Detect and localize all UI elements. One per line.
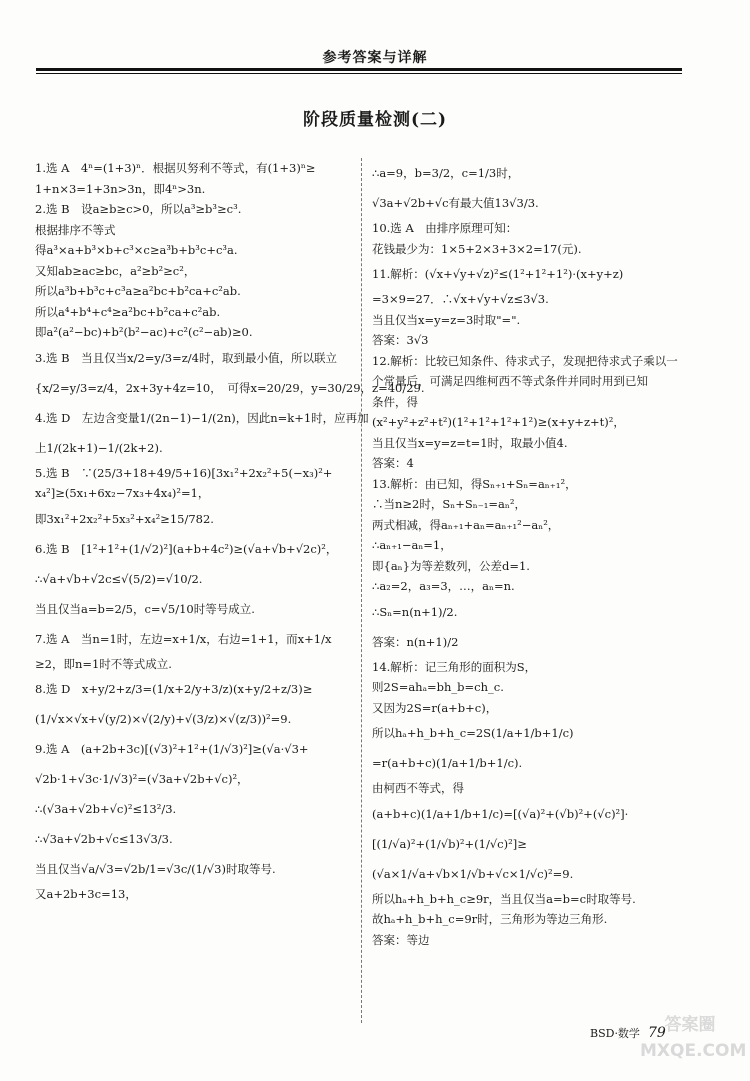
text-line: 6.选 B [1²+1²+(1/√2)²](a+b+4c²)≥(√a+√b+√2c)²， — [35, 541, 338, 556]
text-line: (√a×1/√a+√b×1/√b+√c×1/√c)²=9. — [372, 866, 574, 881]
text-line: 条件，得 — [372, 394, 418, 409]
column-divider — [361, 158, 362, 1023]
text-line: 当且仅当x=y=z=3时取"=". — [372, 312, 521, 327]
right-column — [372, 158, 684, 950]
text-line: 上1/(2k+1)−1/(2k+2). — [35, 440, 163, 455]
text-line: 当且仅当a=b=2/5，c=√5/10时等号成立. — [35, 601, 255, 616]
text-line: 12.解析：比较已知条件、待求式子，发现把待求式子乘以一 — [372, 353, 678, 368]
text-line: 11.解析：(√x+√y+√z)²≤(1²+1²+1²)·(x+y+z) — [372, 267, 624, 281]
text-line: ∴√a+√b+√2c≤√(5/2)=√10/2. — [35, 571, 203, 586]
text-line: 即{aₙ}为等差数列，公差d=1. — [372, 558, 530, 573]
text-line: ∴当n≥2时，Sₙ+Sₙ₋₁=aₙ²， — [372, 497, 526, 511]
text-line: 所以a⁴+b⁴+c⁴≥a²bc+b²ca+c²ab. — [35, 304, 221, 319]
text-line: 即a²(a²−bc)+b²(b²−ac)+c²(c²−ab)≥0. — [35, 325, 253, 339]
text-line: (1/√x×√x+√(y/2)×√(2/y)+√(3/z)×√(z/3))²=9. — [35, 712, 292, 726]
text-line: 得a³×a+b³×b+c³×c≥a³b+b³c+c³a. — [35, 243, 238, 257]
text-line: 当且仅当x=y=z=t=1时，取最小值4. — [372, 435, 568, 450]
text-line: 答案：3√3 — [372, 333, 429, 347]
text-line: 2.选 B 设a≥b≥c>0，所以a³≥b³≥c³. — [35, 202, 242, 216]
text-line: 根据排序不等式 — [35, 222, 116, 237]
text-line: 13.解析：由已知，得Sₙ₊₁+Sₙ=aₙ₊₁²， — [372, 476, 577, 491]
text-line: 4.选 D 左边含变量1/(2n−1)−1/(2n)，因此n=k+1时，应再加 — [35, 410, 369, 425]
text-line: ∴aₙ₊₁−aₙ=1， — [372, 538, 452, 552]
text-line: 所以a³b+b³c+c³a≥a²bc+b²ca+c²ab. — [35, 284, 241, 298]
text-line: 14.解析：记三角形的面积为S， — [372, 659, 537, 674]
watermark-text-2: MXQE.COM — [640, 1041, 747, 1061]
text-line: (a+b+c)(1/a+1/b+1/c)=[(√a)²+(√b)²+(√c)²]· — [372, 806, 629, 821]
header-rule-thin — [36, 73, 682, 74]
text-line: 1+n×3=1+3n>3n，即4ⁿ>3n. — [35, 181, 206, 196]
header-rule — [36, 68, 682, 71]
text-line: 两式相减，得aₙ₊₁+aₙ=aₙ₊₁²−aₙ²， — [372, 517, 560, 532]
text-line: 7.选 A 当n=1时，左边=x+1/x，右边=1+1，而x+1/x — [35, 631, 332, 646]
text-line: [(1/√a)²+(1/√b)²+(1/√c)²]≥ — [372, 836, 527, 851]
text-line: 所以hₐ+h_b+h_c≥9r，当且仅当a=b=c时取等号. — [372, 891, 636, 906]
text-line: 又知ab≥ac≥bc，a²≥b²≥c²， — [35, 263, 196, 278]
text-line: 又a+2b+3c=13， — [35, 887, 137, 901]
section-title: 阶段质量检测(二) — [302, 110, 448, 130]
text-line: ∴a₂=2，a₃=3，…，aₙ=n. — [372, 579, 515, 593]
watermark-text-1: 答案圈 — [664, 1015, 716, 1035]
text-line: √3a+√2b+√c有最大值13√3/3. — [372, 196, 539, 210]
text-line: ∴√3a+√2b+√c≤13√3/3. — [35, 832, 173, 846]
text-line: √2b·1+√3c·1/√3)²=(√3a+√2b+√c)²， — [35, 772, 249, 786]
page-number: 79 — [647, 1025, 666, 1041]
text-line: 5.选 B ∵(25/3+18+49/5+16)[3x₁²+2x₂²+5(−x₃)²+ — [35, 465, 333, 480]
text-line: ∴a=9，b=3/2，c=1/3时， — [372, 166, 520, 180]
watermark-logo — [640, 1012, 747, 1072]
text-line: 当且仅当√a/√3=√2b/1=√3c/(1/√3)时取等号. — [35, 862, 276, 876]
text-line: 答案：等边 — [372, 932, 430, 947]
footer-label: BSD·数学 — [590, 1027, 640, 1040]
text-line: 8.选 D x+y/2+z/3=(1/x+2/y+3/z)(x+y/2+z/3)≥ — [35, 682, 313, 696]
text-line: 即3x₁²+2x₂²+5x₃²+x₄²≥15/782. — [35, 511, 214, 526]
text-line: 由柯西不等式，得 — [372, 781, 464, 795]
text-line: ∴(√3a+√2b+√c)²≤13²/3. — [35, 802, 177, 816]
text-line: 3.选 B 当且仅当x/2=y/3=z/4时，取到最小值，所以联立 — [35, 350, 337, 365]
text-line: x₄²]≥(5x₁+6x₂−7x₃+4x₄)²=1， — [35, 486, 210, 500]
text-line: (x²+y²+z²+t²)(1²+1²+1²+1²)≥(x+y+z+t)²， — [372, 415, 625, 429]
text-line: 则2S=ahₐ=bh_b=ch_c. — [372, 680, 504, 694]
text-line: 答案：4 — [372, 456, 414, 470]
text-line: 花钱最少为：1×5+2×3+3×2=17(元). — [372, 241, 582, 256]
text-line: =r(a+b+c)(1/a+1/b+1/c). — [372, 756, 523, 770]
text-line: 故hₐ+h_b+h_c=9r时，三角形为等边三角形. — [372, 912, 608, 926]
text-line: ≥2，即n=1时不等式成立. — [35, 656, 172, 671]
text-line: 个常量后，可满足四维柯西不等式条件并同时用到已知 — [372, 374, 648, 388]
text-line: {x/2=y/3=z/4，2x+3y+4z=10， 可得x=20/29，y=30/29，z=40/29. — [35, 380, 425, 395]
text-line: 1.选 A 4ⁿ=(1+3)ⁿ．根据贝努利不等式，有(1+3)ⁿ≥ — [35, 161, 316, 175]
text-line: =3×9=27．∴√x+√y+√z≤3√3. — [372, 292, 549, 306]
text-line: 答案：n(n+1)/2 — [372, 634, 459, 649]
text-line: 10.选 A 由排序原理可知： — [372, 221, 518, 235]
running-header: 参考答案与详解 — [322, 50, 428, 66]
text-line: 所以hₐ+h_b+h_c=2S(1/a+1/b+1/c) — [372, 726, 574, 740]
text-line: ∴Sₙ=n(n+1)/2. — [372, 604, 458, 619]
text-line: 又因为2S=r(a+b+c)， — [372, 700, 498, 715]
text-line: 9.选 A (a+2b+3c)[(√3)²+1²+(1/√3)²]≥(√a·√3+ — [35, 742, 309, 756]
